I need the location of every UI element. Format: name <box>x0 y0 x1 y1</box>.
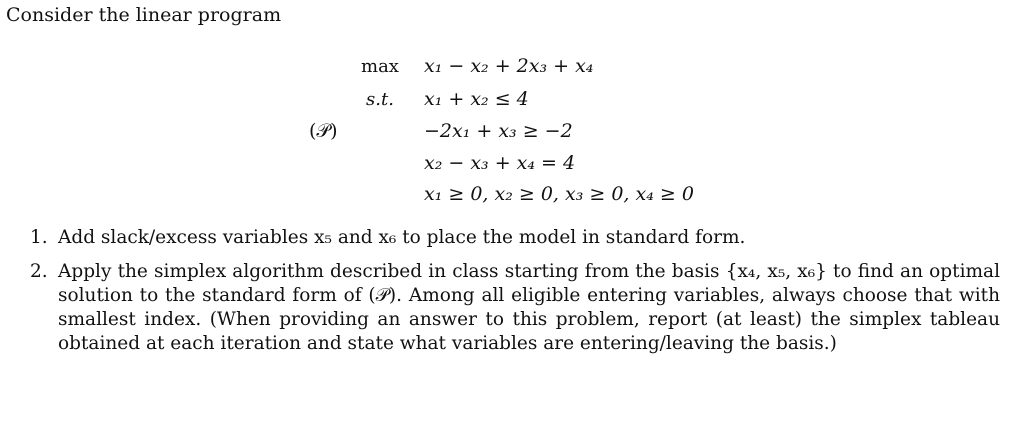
max-label: max <box>361 56 399 77</box>
item-number: 2. <box>30 261 48 282</box>
problem-name: (𝒫) <box>309 120 338 142</box>
constraint-1: x₁ + x₂ ≤ 4 <box>424 88 529 110</box>
item-text: Apply the simplex algorithm described in class starting from the basis {x₄, x₅, x₆} to find an optimal solution to the standard form of (𝒫). Among all eligible entering variables, always choose that with smallest index. (When providing an answer to this problem, report (at least) the simplex tableau obtained at each iteration and state what variables are entering/leaving the basis.) <box>58 261 1000 354</box>
objective-function: x₁ − x₂ + 2x₃ + x₄ <box>424 55 594 77</box>
item-number: 1. <box>30 227 48 248</box>
question-item-1 <box>30 226 1000 250</box>
constraint-3: x₂ − x₃ + x₄ = 4 <box>424 152 576 174</box>
question-item-2 <box>30 260 1000 356</box>
item-text: Add slack/excess variables x₅ and x₆ to place the model in standard form. <box>58 227 746 248</box>
intro-text: Consider the linear program <box>6 4 282 26</box>
question-list <box>30 226 1000 366</box>
nonnegativity-constraints: x₁ ≥ 0, x₂ ≥ 0, x₃ ≥ 0, x₄ ≥ 0 <box>424 183 694 205</box>
subject-to-label: s.t. <box>366 89 394 110</box>
constraint-2: −2x₁ + x₃ ≥ −2 <box>424 120 573 142</box>
linear-program <box>0 0 1024 210</box>
